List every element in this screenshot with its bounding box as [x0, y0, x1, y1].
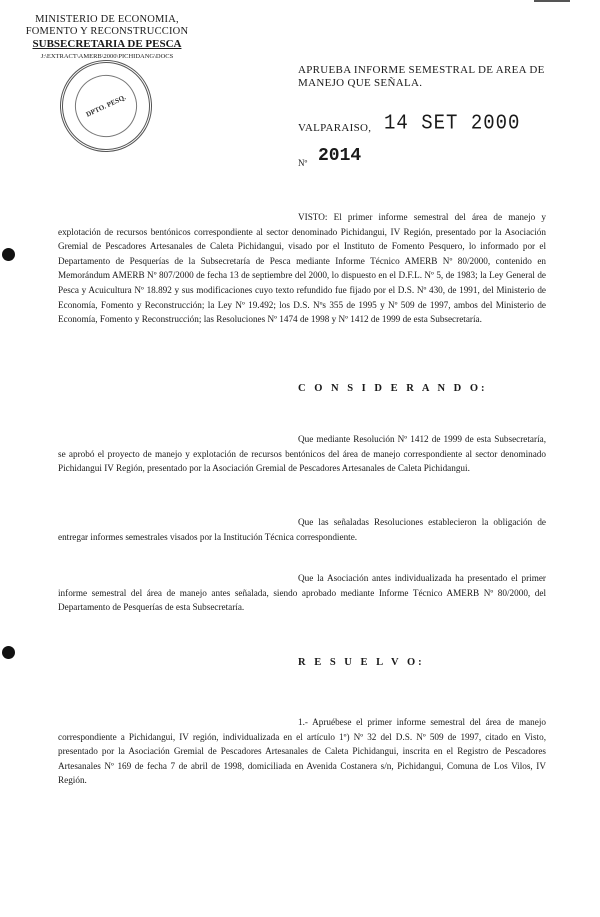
considerando-heading: C O N S I D E R A N D O: [298, 383, 488, 394]
considerando-paragraph-3 [58, 571, 546, 615]
ministry-line-2: FOMENTO Y RECONSTRUCCION [25, 26, 189, 37]
resolution-number: 2014 [318, 146, 362, 166]
received-stamp [45, 45, 167, 167]
stamp-text: DPTO. PESQ. [65, 65, 147, 147]
visto-text: VISTO: El primer informe semestral del área de manejo y explotación de recursos bentónicos correspondiente al sector denominado Pichidangui, IV Región, presentado por la Asociación Gremial de Pescadores Artesanales de Caleta Pichidangui, visado por el Instituto de Fomento Pesquero, lo informado por el Departamento de Pesquerías de la Subsecretaría de Pesca mediante Informe Técnico AMERB Nº 80/2000, contenido en Memorándum AMERB Nº 807/2000 de fecha 13 de septiembre del 2000, lo dispuesto en el D.F.L. Nº 5, de 1983; la Ley General de Pesca y Acuicultura Nº 18.892 y sus modificaciones cuyo texto refundido fue fijado por el D.S. Nº 430, de 1991, del Ministerio de Economía, Fomento y Reconstrucción; la Ley Nº 19.492; los D.S. Nºs 355 de 1995 y Nº 509 de 1997, ambos del Ministerio de Economía, Fomento y Reconstrucción; las Resoluciones Nº 1474 de 1998 y Nº 1412 de 1999 de esta Subsecretaría. [58, 212, 546, 325]
punch-hole-top [2, 248, 15, 261]
resolution-number-label: Nº [298, 158, 308, 168]
visto-paragraph [58, 210, 546, 327]
resuelvo-paragraph-1 [58, 715, 546, 788]
subsecretaria-line: SUBSECRETARIA DE PESCA [32, 38, 182, 50]
considerando-text-3: Que la Asociación antes individualizada ha presentado el primer informe semestral del área de manejo antes señalada, siendo aprobado mediante Informe Técnico AMERB Nº 80/2000, del Departamento de Pesquerías de esta Subsecretaría. [58, 573, 546, 613]
file-reference: J:\EXTRACT\AMERB\2000\PICHIDANG\DOCS [40, 53, 174, 60]
considerando-text-1: Que mediante Resolución Nº 1412 de 1999 de esta Subsecretaría, se aprobó el proyecto de manejo y explotación de recursos bentónicos del área de manejo correspondiente al sector denominado Pichidangui IV Región, presentado por la Asociación Gremial de Pescadores Artesanales de Caleta Pichidangui. [58, 434, 546, 474]
document-title: APRUEBA INFORME SEMESTRAL DE AREA DE MANEJO QUE SEÑALA. [298, 64, 545, 89]
letterhead [14, 14, 200, 63]
city-label: VALPARAISO, [298, 122, 372, 134]
date-stamp: 14 SET 2000 [384, 110, 521, 136]
considerando-paragraph-1 [58, 432, 546, 476]
scan-corner-mark [534, 0, 570, 2]
considerando-paragraph-2 [58, 515, 546, 544]
considerando-text-2: Que las señaladas Resoluciones establecieron la obligación de entregar informes semestrales visados por la Institución Técnica correspondiente. [58, 517, 546, 542]
resuelvo-heading: R E S U E L V O: [298, 657, 425, 668]
ministry-line-1: MINISTERIO DE ECONOMIA, [35, 14, 179, 25]
resuelvo-text-1: 1.- Apruébese el primer informe semestral del área de manejo correspondiente a Pichidangui, IV región, individualizada en el artículo 1º) Nº 32 del D.S. Nº 509 de 1997, citado en Visto, presentado por la Asociación Gremial de Pescadores Artesanales de Caleta Pichidangui, inscrita en el Registro de Pescadores Artesanales Nº 169 de fecha 7 de abril de 1998, domiciliada en Avenida Costanera s/n, Pichidangui, Comuna de Los Vilos, IV Región. [58, 717, 546, 786]
punch-hole-bottom [2, 646, 15, 659]
